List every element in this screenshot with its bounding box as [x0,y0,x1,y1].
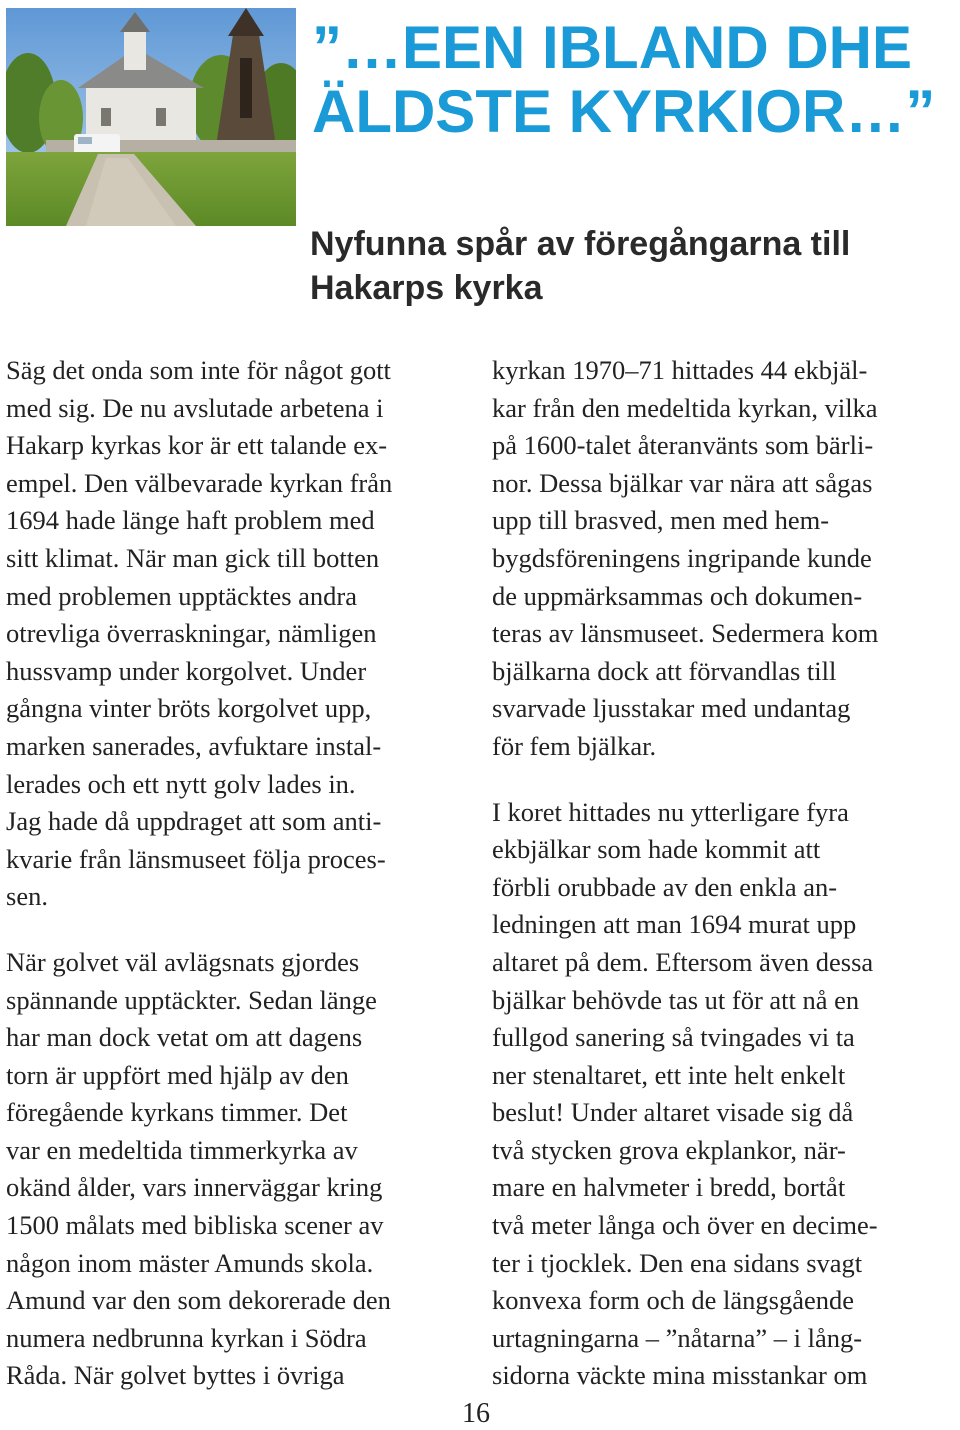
text-line: beslut! Under altaret visade sig då [492,1097,854,1128]
right-paragraph-1 [492,352,954,766]
text-line: 1500 målats med bibliska scener av [6,1210,384,1241]
text-line: med problemen upptäcktes andra [6,580,357,611]
page-number: 16 [462,1398,490,1429]
text-line: numera nedbrunna kyrkan i Södra [6,1322,367,1353]
subheadline [310,222,940,310]
text-line: kvarie från länsmuseet följa proces- [6,843,386,874]
text-line: ner stenaltaret, ett inte helt enkelt [492,1059,846,1090]
headline [312,16,952,144]
text-line: lerades och ett nytt golv lades in. [6,768,356,799]
text-line: 1694 hade länge haft problem med [6,505,375,536]
left-paragraph-1 [6,352,476,916]
text-line: empel. Den välbevarade kyrkan från [6,467,393,498]
text-line: urtagningarna – ”nåtarna” – i lång- [492,1322,863,1353]
text-line: Jag hade då uppdraget att som anti- [6,806,382,837]
text-line: Hakarp kyrkas kor är ett talande ex- [6,430,388,461]
text-line: Råda. När golvet byttes i övriga [6,1360,345,1391]
text-line: torn är uppfört med hjälp av den [6,1059,349,1090]
church-photo [6,8,296,226]
text-line: bjälkarna dock att förvandlas till [492,655,837,686]
text-line: hussvamp under korgolvet. Under [6,655,367,686]
text-line: sidorna väckte mina misstankar om [492,1360,868,1391]
text-line: Säg det onda som inte för något gott [6,355,391,385]
text-line: ter i tjocklek. Den ena sidans svagt [492,1247,863,1278]
subheadline-line-1: Nyfunna spår av föregångarna till [310,225,851,263]
text-line: förbli orubbade av den enkla an- [492,871,838,902]
text-line: gångna vinter bröts korgolvet upp, [6,693,372,724]
headline-line-1: ”…EEN IBLAND DHE [312,14,913,81]
left-paragraph-2 [6,944,476,1395]
text-line: upp till brasved, men med hem- [492,505,830,536]
text-line: konvexa form och de längsgående [492,1285,855,1316]
text-line: Amund var den som dekorerade den [6,1285,391,1316]
text-line: föregående kyrkans timmer. Det [6,1097,348,1128]
text-line: teras av länsmuseet. Sedermera kom [492,618,879,649]
text-line: svarvade ljusstakar med undantag [492,693,851,724]
text-line: fullgod sanering så tvingades vi ta [492,1022,855,1053]
text-line: altaret på dem. Eftersom även dessa [492,946,874,977]
text-line: mare en halvmeter i bredd, bortåt [492,1172,846,1203]
text-line: var en medeltida timmerkyrka av [6,1134,358,1165]
text-line: de uppmärksammas och dokumen- [492,580,863,611]
subheadline-line-2: Hakarps kyrka [310,269,543,307]
text-line: spännande upptäckter. Sedan länge [6,984,377,1015]
text-line: bjälkar behövde tas ut för att nå en [492,984,860,1015]
text-line: på 1600-talet återanvänts som bärli- [492,430,874,461]
text-line: När golvet väl avlägsnats gjordes [6,946,360,977]
text-line: ledningen att man 1694 murat upp [492,909,857,940]
text-line: kyrkan 1970–71 hittades 44 ekbjäl- [492,355,868,385]
text-line: två stycken grova ekplankor, när- [492,1134,846,1165]
right-column [492,352,954,1395]
text-line: med sig. De nu avslutade arbetena i [6,392,384,423]
left-column [6,352,476,1395]
text-line: för fem bjälkar. [492,730,657,761]
text-line: I koret hittades nu ytterligare fyra [492,796,849,827]
text-line: bygdsföreningens ingripande kunde [492,542,872,573]
text-line: sitt klimat. När man gick till botten [6,542,380,573]
text-line: nor. Dessa bjälkar var nära att sågas [492,467,873,498]
text-line: kar från den medeltida kyrkan, vilka [492,392,878,423]
text-line: två meter långa och över en decime- [492,1210,878,1241]
text-line: okänd ålder, vars innerväggar kring [6,1172,383,1203]
text-line: sen. [6,881,48,912]
text-line: marken sanerades, avfuktare instal- [6,730,382,761]
right-paragraph-2 [492,794,954,1396]
text-line: otrevliga överraskningar, nämligen [6,618,377,649]
text-line: har man dock vetat om att dagens [6,1022,363,1053]
text-line: ekbjälkar som hade kommit att [492,834,821,865]
headline-line-2: ÄLDSTE KYRKIOR…” [312,78,936,145]
text-line: någon inom mäster Amunds skola. [6,1247,374,1278]
church-photo-illustration [6,8,296,226]
